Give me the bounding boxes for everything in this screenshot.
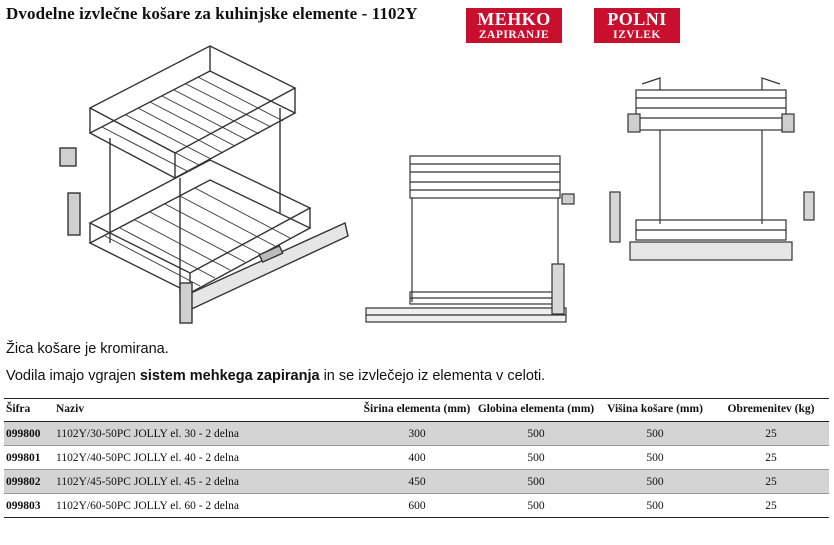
table-header-row — [4, 399, 829, 422]
cell-height: 500 — [646, 427, 664, 440]
col-header-depth: Globina elementa (mm) — [477, 403, 595, 415]
col-header-height: Višina košare (mm) — [607, 403, 703, 415]
cell-width: 400 — [408, 451, 426, 464]
soft-close-badge — [466, 8, 562, 43]
cell-load: 25 — [765, 499, 777, 512]
cell-height: 500 — [646, 475, 664, 488]
cell-name: 1102Y/60-50PC JOLLY el. 60 - 2 delna — [56, 499, 239, 512]
table-row — [4, 494, 829, 518]
cell-name: 1102Y/45-50PC JOLLY el. 45 - 2 delna — [56, 475, 239, 488]
cell-load: 25 — [765, 451, 777, 464]
badge-line1: POLNI — [607, 9, 667, 29]
col-header-name: Naziv — [56, 403, 85, 415]
basket-perspective-illustration — [50, 38, 360, 333]
cell-name: 1102Y/40-50PC JOLLY el. 40 - 2 delna — [56, 451, 239, 464]
cell-code: 099802 — [6, 475, 41, 488]
badge-line2: ZAPIRANJE — [478, 29, 550, 41]
col-header-width: Širina elementa (mm) — [363, 403, 471, 415]
cell-width: 300 — [408, 427, 426, 440]
cell-width: 450 — [408, 475, 426, 488]
product-spec-table — [4, 398, 829, 518]
cell-depth: 500 — [527, 451, 545, 464]
col-header-load: Obremenitev (kg) — [727, 403, 815, 415]
basket-side-view-illustration — [362, 152, 590, 332]
cell-depth: 500 — [527, 475, 545, 488]
cell-load: 25 — [765, 475, 777, 488]
cell-width: 600 — [408, 499, 426, 512]
cell-name: 1102Y/30-50PC JOLLY el. 30 - 2 delna — [56, 427, 239, 440]
desc-prefix: Vodila imajo vgrajen — [6, 368, 140, 384]
description-soft-close — [6, 368, 545, 384]
badge-line1: MEHKO — [477, 9, 551, 29]
cell-code: 099801 — [6, 451, 41, 464]
badge-line2: IZVLEK — [613, 29, 661, 41]
desc-suffix: in se izvlečejo iz elementa v celoti. — [319, 368, 546, 384]
page-title: Dvodelne izvlečne košare za kuhinjske elemente - 1102Y — [6, 4, 418, 23]
basket-front-view-illustration — [600, 74, 822, 274]
cell-height: 500 — [646, 451, 664, 464]
cell-load: 25 — [765, 427, 777, 440]
table-row — [4, 470, 829, 494]
cell-depth: 500 — [527, 499, 545, 512]
table-row — [4, 422, 829, 446]
cell-depth: 500 — [527, 427, 545, 440]
desc-bold: sistem mehkega zapiranja — [139, 368, 320, 384]
cell-height: 500 — [646, 499, 664, 512]
table-row — [4, 446, 829, 470]
cell-code: 099800 — [6, 427, 41, 440]
description-chrome: Žica košare je kromirana. — [6, 341, 169, 357]
cell-code: 099803 — [6, 499, 41, 512]
col-header-code: Šifra — [6, 403, 31, 415]
full-extension-badge — [594, 8, 680, 43]
